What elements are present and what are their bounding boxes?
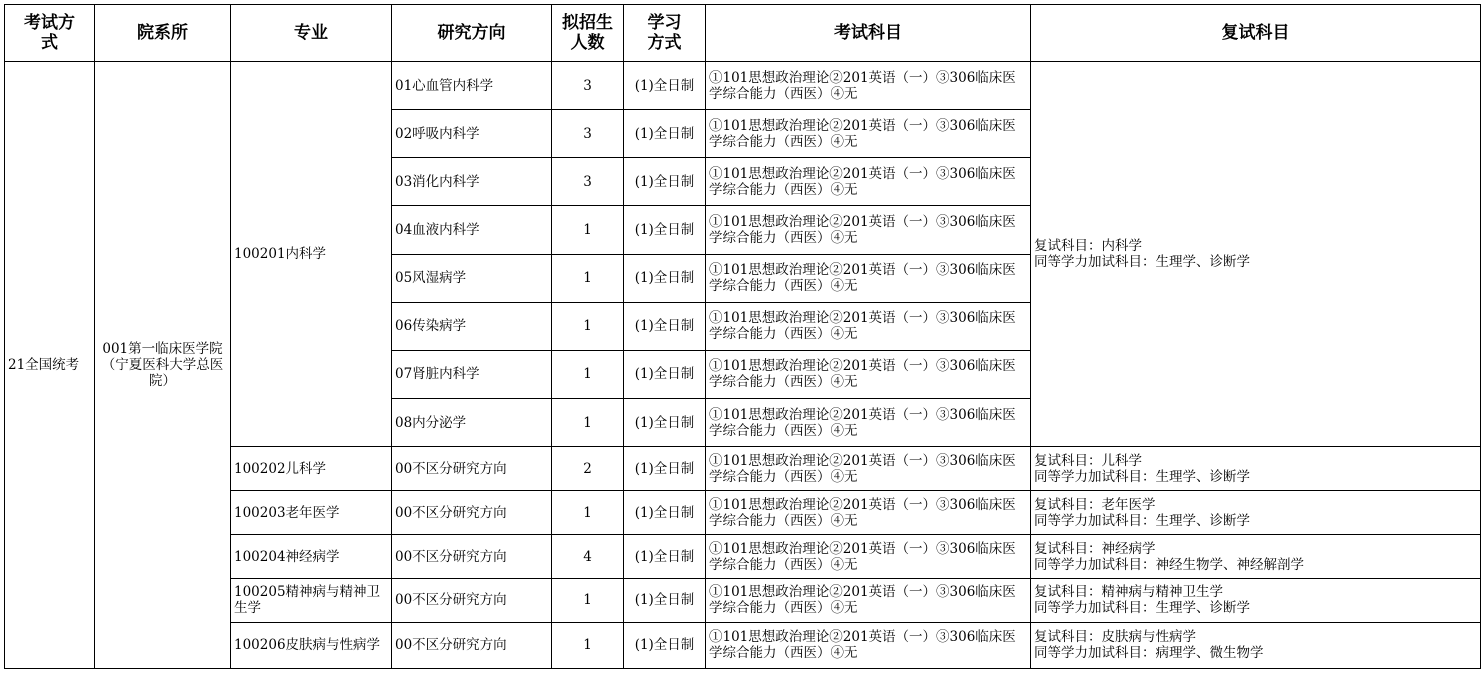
direction-cell: 08内分泌学 bbox=[392, 398, 552, 446]
header-row bbox=[5, 5, 1481, 62]
study-mode-cell: (1)全日制 bbox=[624, 398, 706, 446]
direction-cell: 00不区分研究方向 bbox=[392, 491, 552, 535]
header-exam-mode: 考试方式 bbox=[5, 5, 95, 62]
retest-extra: 同等学力加试科目：神经生物学、神经解剖学 bbox=[1034, 556, 1304, 573]
header-major: 专业 bbox=[231, 5, 392, 62]
quota-cell: 3 bbox=[552, 158, 624, 206]
retest-subject: 复试科目：精神病与精神卫生学 bbox=[1034, 584, 1223, 601]
retest-subject: 复试科目：儿科学 bbox=[1034, 452, 1142, 469]
study-mode-cell: (1)全日制 bbox=[624, 447, 706, 491]
study-mode-cell: (1)全日制 bbox=[624, 302, 706, 350]
subjects-cell: ①101思想政治理论②201英语（一）③306临床医学综合能力（西医）④无 bbox=[706, 447, 1031, 491]
header-department: 院系所 bbox=[95, 5, 231, 62]
subjects-cell: ①101思想政治理论②201英语（一）③306临床医学综合能力（西医）④无 bbox=[706, 350, 1031, 398]
quota-cell: 1 bbox=[552, 254, 624, 302]
direction-cell: 00不区分研究方向 bbox=[392, 622, 552, 668]
retest-cell bbox=[1031, 62, 1481, 447]
subjects-cell: ①101思想政治理论②201英语（一）③306临床医学综合能力（西医）④无 bbox=[706, 302, 1031, 350]
major-cell: 100201内科学 bbox=[231, 62, 392, 447]
study-mode-cell: (1)全日制 bbox=[624, 254, 706, 302]
retest-cell bbox=[1031, 447, 1481, 491]
retest-subject: 复试科目：皮肤病与性病学 bbox=[1034, 629, 1196, 646]
subjects-cell: ①101思想政治理论②201英语（一）③306临床医学综合能力（西医）④无 bbox=[706, 62, 1031, 110]
retest-subject: 复试科目：老年医学 bbox=[1034, 496, 1156, 513]
subjects-cell: ①101思想政治理论②201英语（一）③306临床医学综合能力（西医）④无 bbox=[706, 398, 1031, 446]
subjects-cell: ①101思想政治理论②201英语（一）③306临床医学综合能力（西医）④无 bbox=[706, 110, 1031, 158]
quota-cell: 1 bbox=[552, 302, 624, 350]
subjects-cell: ①101思想政治理论②201英语（一）③306临床医学综合能力（西医）④无 bbox=[706, 622, 1031, 668]
direction-cell: 05风湿病学 bbox=[392, 254, 552, 302]
direction-cell: 03消化内科学 bbox=[392, 158, 552, 206]
retest-cell bbox=[1031, 491, 1481, 535]
subjects-cell: ①101思想政治理论②201英语（一）③306临床医学综合能力（西医）④无 bbox=[706, 206, 1031, 254]
subjects-cell: ①101思想政治理论②201英语（一）③306临床医学综合能力（西医）④无 bbox=[706, 578, 1031, 622]
major-cell: 100206皮肤病与性病学 bbox=[231, 622, 392, 668]
direction-cell: 01心血管内科学 bbox=[392, 62, 552, 110]
study-mode-cell: (1)全日制 bbox=[624, 158, 706, 206]
direction-cell: 02呼吸内科学 bbox=[392, 110, 552, 158]
study-mode-cell: (1)全日制 bbox=[624, 206, 706, 254]
direction-cell: 00不区分研究方向 bbox=[392, 447, 552, 491]
subjects-cell: ①101思想政治理论②201英语（一）③306临床医学综合能力（西医）④无 bbox=[706, 158, 1031, 206]
table-row bbox=[5, 62, 1481, 110]
study-mode-cell: (1)全日制 bbox=[624, 491, 706, 535]
study-mode-cell: (1)全日制 bbox=[624, 110, 706, 158]
subjects-cell: ①101思想政治理论②201英语（一）③306临床医学综合能力（西医）④无 bbox=[706, 491, 1031, 535]
header-retest: 复试科目 bbox=[1031, 5, 1481, 62]
quota-cell: 1 bbox=[552, 578, 624, 622]
quota-cell: 3 bbox=[552, 110, 624, 158]
major-cell: 100204神经病学 bbox=[231, 535, 392, 579]
header-study-mode: 学习方式 bbox=[624, 5, 706, 62]
quota-cell: 1 bbox=[552, 398, 624, 446]
quota-cell: 2 bbox=[552, 447, 624, 491]
major-cell: 100203老年医学 bbox=[231, 491, 392, 535]
quota-cell: 1 bbox=[552, 622, 624, 668]
retest-subject: 复试科目：内科学 bbox=[1034, 238, 1142, 255]
study-mode-cell: (1)全日制 bbox=[624, 578, 706, 622]
admissions-table bbox=[4, 4, 1481, 669]
quota-cell: 1 bbox=[552, 350, 624, 398]
retest-cell bbox=[1031, 622, 1481, 668]
subjects-cell: ①101思想政治理论②201英语（一）③306临床医学综合能力（西医）④无 bbox=[706, 535, 1031, 579]
retest-extra: 同等学力加试科目：生理学、诊断学 bbox=[1034, 254, 1250, 271]
retest-cell bbox=[1031, 535, 1481, 579]
study-mode-cell: (1)全日制 bbox=[624, 622, 706, 668]
major-cell: 100205精神病与精神卫生学 bbox=[231, 578, 392, 622]
subjects-cell: ①101思想政治理论②201英语（一）③306临床医学综合能力（西医）④无 bbox=[706, 254, 1031, 302]
header-quota: 拟招生人数 bbox=[552, 5, 624, 62]
retest-extra: 同等学力加试科目：生理学、诊断学 bbox=[1034, 600, 1250, 617]
retest-extra: 同等学力加试科目：生理学、诊断学 bbox=[1034, 468, 1250, 485]
header-direction: 研究方向 bbox=[392, 5, 552, 62]
header-subjects: 考试科目 bbox=[706, 5, 1031, 62]
direction-cell: 06传染病学 bbox=[392, 302, 552, 350]
direction-cell: 00不区分研究方向 bbox=[392, 578, 552, 622]
retest-extra: 同等学力加试科目：生理学、诊断学 bbox=[1034, 512, 1250, 529]
quota-cell: 1 bbox=[552, 206, 624, 254]
study-mode-cell: (1)全日制 bbox=[624, 62, 706, 110]
retest-extra: 同等学力加试科目：病理学、微生物学 bbox=[1034, 645, 1264, 662]
department-cell: 001第一临床医学院（宁夏医科大学总医院） bbox=[95, 62, 231, 669]
direction-cell: 04血液内科学 bbox=[392, 206, 552, 254]
retest-cell bbox=[1031, 578, 1481, 622]
exam-mode-cell: 21全国统考 bbox=[5, 62, 95, 669]
quota-cell: 3 bbox=[552, 62, 624, 110]
quota-cell: 4 bbox=[552, 535, 624, 579]
study-mode-cell: (1)全日制 bbox=[624, 350, 706, 398]
direction-cell: 07肾脏内科学 bbox=[392, 350, 552, 398]
retest-subject: 复试科目：神经病学 bbox=[1034, 540, 1156, 557]
quota-cell: 1 bbox=[552, 491, 624, 535]
major-cell: 100202儿科学 bbox=[231, 447, 392, 491]
study-mode-cell: (1)全日制 bbox=[624, 535, 706, 579]
direction-cell: 00不区分研究方向 bbox=[392, 535, 552, 579]
